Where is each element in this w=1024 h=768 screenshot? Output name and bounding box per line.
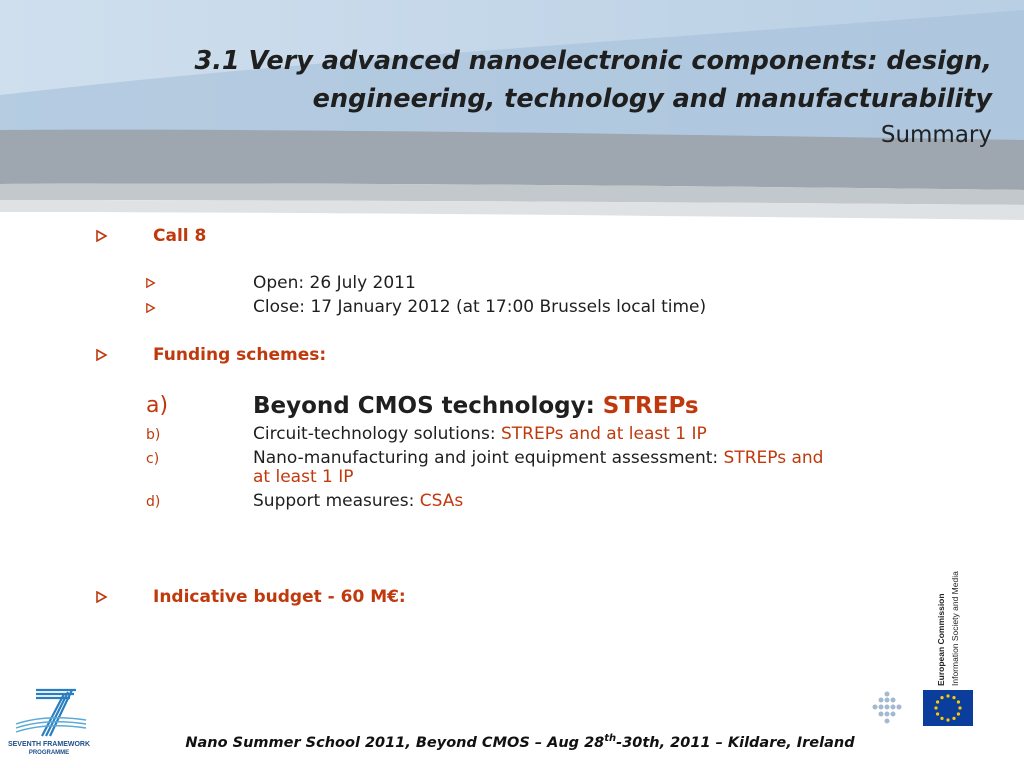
scheme-highlight: STREPs <box>602 393 699 419</box>
scheme-highlight: CSAs <box>419 491 464 511</box>
scheme-highlight: STREPs and at least 1 IP <box>500 424 707 444</box>
ec-logo-line-2: Information Society and Media <box>950 571 960 686</box>
footer-prefix: Nano Summer School 2011, Beyond CMOS – Aug 28 <box>185 734 605 751</box>
scheme-item-b <box>253 424 707 444</box>
footer-superscript: th <box>604 733 617 744</box>
footer-suffix: -30th, 2011 – Kildare, Ireland <box>616 734 855 751</box>
arrow-bullet-icon <box>96 230 108 242</box>
budget-label: Indicative budget - 60 M€: <box>153 587 406 607</box>
eu-flag-icon <box>923 690 973 726</box>
scheme-text: Nano-manufacturing and joint equipment assessment: <box>253 448 724 468</box>
arrow-bullet-icon <box>146 278 156 288</box>
scheme-text: Beyond CMOS technology: <box>253 393 603 419</box>
slide-subtitle: Summary <box>880 122 992 148</box>
close-date: Close: 17 January 2012 (at 17:00 Brussels local time) <box>253 297 707 317</box>
fp7-logo-line-1: SEVENTH FRAMEWORK <box>7 741 91 748</box>
scheme-item-d <box>253 491 463 511</box>
scheme-highlight-continued: at least 1 IP <box>253 467 354 487</box>
call-label: Call 8 <box>153 226 207 246</box>
open-date: Open: 26 July 2011 <box>253 273 416 293</box>
arrow-bullet-icon <box>96 349 108 361</box>
scheme-highlight: STREPs and <box>723 448 824 468</box>
arrow-bullet-icon <box>146 303 156 313</box>
funding-label: Funding schemes: <box>153 345 327 365</box>
arrow-bullet-icon <box>96 591 108 603</box>
scheme-letter: d) <box>146 494 161 510</box>
dotted-cross-icon <box>868 690 906 726</box>
scheme-item-a <box>253 393 699 419</box>
scheme-text: Circuit-technology solutions: <box>253 424 501 444</box>
scheme-text: Support measures: <box>253 491 420 511</box>
scheme-letter: a) <box>146 393 169 418</box>
slide-title-line-2: engineering, technology and manufacturability <box>312 84 992 114</box>
fp7-logo-line-2: PROGRAMME <box>28 750 70 756</box>
scheme-letter: b) <box>146 427 161 443</box>
european-commission-logo <box>920 550 976 728</box>
fp7-logo <box>6 684 92 756</box>
ec-vertical-text <box>920 550 976 690</box>
slide-footer <box>120 733 920 751</box>
scheme-letter: c) <box>146 451 160 467</box>
ec-logo-line-1: European Commission <box>936 593 946 686</box>
scheme-item-c <box>253 448 823 468</box>
slide-title-line-1: 3.1 Very advanced nanoelectronic components: design, <box>194 46 992 76</box>
